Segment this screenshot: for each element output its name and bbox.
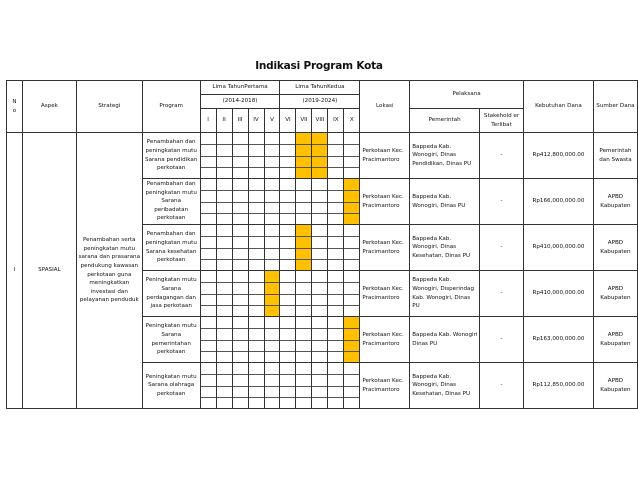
year-cell bbox=[248, 317, 264, 363]
pemerintah-cell: Bappeda Kab. Wonogiri Dinas PU bbox=[410, 317, 480, 363]
year-header: II bbox=[216, 109, 232, 133]
year-cell bbox=[296, 363, 312, 409]
year-cell bbox=[264, 363, 280, 409]
lokasi-cell: Perkotaan Kec. Pracimantoro bbox=[360, 133, 410, 179]
year-cell bbox=[232, 179, 248, 225]
year-cell bbox=[264, 271, 280, 317]
year-cell bbox=[280, 133, 296, 179]
year-cell bbox=[248, 179, 264, 225]
header-pelaksana: Pelaksana bbox=[410, 81, 524, 109]
header-pemerintah: Pemerintah bbox=[410, 109, 480, 133]
year-cell bbox=[328, 179, 344, 225]
year-cell bbox=[232, 317, 248, 363]
year-header: III bbox=[232, 109, 248, 133]
sumber-dana-cell: APBD Kabupaten bbox=[593, 271, 637, 317]
year-cell bbox=[328, 363, 344, 409]
header-program: Program bbox=[142, 81, 200, 133]
header-period1-title: Lima TahunPertama bbox=[200, 81, 280, 95]
year-cell bbox=[232, 225, 248, 271]
program-cell: Penambahan dan peningkatan mutu Sarana kesehatan perkotaan bbox=[142, 225, 200, 271]
year-cell bbox=[248, 225, 264, 271]
kebutuhan-dana-cell: Rp163,000,000.00 bbox=[524, 317, 594, 363]
header-strategi: Strategi bbox=[76, 81, 142, 133]
year-cell bbox=[248, 363, 264, 409]
year-cell bbox=[312, 225, 328, 271]
table-row bbox=[7, 133, 638, 179]
year-header: I bbox=[200, 109, 216, 133]
header-no: N o bbox=[7, 81, 23, 133]
header-period2-title: Lima TahunKedua bbox=[280, 81, 360, 95]
year-cell bbox=[200, 225, 216, 271]
year-header: IV bbox=[248, 109, 264, 133]
strategi-cell: Penambahan serta peningkatan mutu sarana dan prasarana pendukung kawasan perkotaan guna meningkatkan investasi dan pelayanan penduduk bbox=[76, 133, 142, 409]
aspek-cell: SPASIAL bbox=[22, 133, 76, 409]
stakeholder-cell: - bbox=[480, 133, 524, 179]
year-cell bbox=[280, 225, 296, 271]
lokasi-cell: Perkotaan Kec. Pracimantoro bbox=[360, 363, 410, 409]
kebutuhan-dana-cell: Rp412,800,000.00 bbox=[524, 133, 594, 179]
year-header: V bbox=[264, 109, 280, 133]
year-cell bbox=[200, 363, 216, 409]
year-cell bbox=[200, 179, 216, 225]
program-cell: Peningkatan mutu Sarana pemerintahan perkotaan bbox=[142, 317, 200, 363]
header-kebutuhan: Kebutuhan Dana bbox=[524, 81, 594, 133]
year-cell bbox=[296, 179, 312, 225]
year-cell bbox=[296, 225, 312, 271]
year-cell bbox=[216, 179, 232, 225]
program-cell: Peningkatan mutu Sarana perdagangan dan jasa perkotaan bbox=[142, 271, 200, 317]
year-cell bbox=[312, 317, 328, 363]
header-period1-years: (2014-2018) bbox=[200, 95, 280, 109]
year-cell bbox=[280, 363, 296, 409]
stakeholder-cell: - bbox=[480, 363, 524, 409]
pemerintah-cell: Bappeda Kab. Wonogiri, Dinas Kesehatan, Dinas PU bbox=[410, 225, 480, 271]
stakeholder-cell: - bbox=[480, 225, 524, 271]
year-cell bbox=[216, 363, 232, 409]
year-cell bbox=[248, 271, 264, 317]
header-aspek: Aspek bbox=[22, 81, 76, 133]
year-header: IX bbox=[328, 109, 344, 133]
year-cell bbox=[312, 363, 328, 409]
year-cell bbox=[344, 133, 360, 179]
year-cell bbox=[280, 271, 296, 317]
kebutuhan-dana-cell: Rp410,000,000.00 bbox=[524, 225, 594, 271]
year-cell bbox=[328, 133, 344, 179]
sumber-dana-cell: APBD Kabupaten bbox=[593, 317, 637, 363]
year-header: VI bbox=[280, 109, 296, 133]
pemerintah-cell: Bappeda Kab. Wonogiri, Disperindag Kab. Wonogiri, Dinas PU bbox=[410, 271, 480, 317]
year-cell bbox=[200, 271, 216, 317]
year-cell bbox=[296, 317, 312, 363]
year-cell bbox=[232, 363, 248, 409]
year-cell bbox=[264, 179, 280, 225]
sumber-dana-cell: Pemerintah dan Swasta bbox=[593, 133, 637, 179]
kebutuhan-dana-cell: Rp112,850,000.00 bbox=[524, 363, 594, 409]
year-cell bbox=[200, 317, 216, 363]
kebutuhan-dana-cell: Rp410,000,000.00 bbox=[524, 271, 594, 317]
sumber-dana-cell: APBD Kabupaten bbox=[593, 225, 637, 271]
year-cell bbox=[200, 133, 216, 179]
year-cell bbox=[344, 225, 360, 271]
year-cell bbox=[264, 133, 280, 179]
sumber-dana-cell: APBD Kabupaten bbox=[593, 363, 637, 409]
kebutuhan-dana-cell: Rp166,000,000.00 bbox=[524, 179, 594, 225]
header-period2-years: (2019-2024) bbox=[280, 95, 360, 109]
lokasi-cell: Perkotaan Kec. Pracimantoro bbox=[360, 179, 410, 225]
program-cell: Penambahan dan peningkatan mutu Sarana pendidikan perkotaan bbox=[142, 133, 200, 179]
year-cell bbox=[312, 133, 328, 179]
stakeholder-cell: - bbox=[480, 317, 524, 363]
year-cell bbox=[296, 133, 312, 179]
year-cell bbox=[216, 317, 232, 363]
program-cell: Peningkatan mutu Sarana olahraga perkotaan bbox=[142, 363, 200, 409]
page-title: Indikasi Program Kota bbox=[255, 60, 383, 72]
year-cell bbox=[280, 179, 296, 225]
stakeholder-cell: - bbox=[480, 271, 524, 317]
pemerintah-cell: Bappeda Kab. Wonogiri, Dinas PU bbox=[410, 179, 480, 225]
year-cell bbox=[232, 133, 248, 179]
year-cell bbox=[312, 179, 328, 225]
year-cell bbox=[344, 317, 360, 363]
year-cell bbox=[232, 271, 248, 317]
year-cell bbox=[328, 225, 344, 271]
year-cell bbox=[280, 317, 296, 363]
program-cell: Penambahan dan peningkatan mutu Sarana peribadatan perkotaan bbox=[142, 179, 200, 225]
year-cell bbox=[344, 363, 360, 409]
year-cell bbox=[216, 133, 232, 179]
header-sumber: Sumber Dana bbox=[593, 81, 637, 133]
row-number: I bbox=[7, 133, 23, 409]
year-cell bbox=[264, 317, 280, 363]
year-cell bbox=[264, 225, 280, 271]
lokasi-cell: Perkotaan Kec. Pracimantoro bbox=[360, 317, 410, 363]
pemerintah-cell: Bappeda Kab. Wonogiri, Dinas Kesehatan, Dinas PU bbox=[410, 363, 480, 409]
year-cell bbox=[344, 179, 360, 225]
year-cell bbox=[312, 271, 328, 317]
header-lokasi: Lokasi bbox=[360, 81, 410, 133]
year-cell bbox=[216, 225, 232, 271]
year-cell bbox=[248, 133, 264, 179]
stakeholder-cell: - bbox=[480, 179, 524, 225]
lokasi-cell: Perkotaan Kec. Pracimantoro bbox=[360, 225, 410, 271]
program-table bbox=[6, 80, 638, 409]
year-header: X bbox=[344, 109, 360, 133]
year-cell bbox=[216, 271, 232, 317]
header-stakeholder: Stakehold er Terlibat bbox=[480, 109, 524, 133]
year-cell bbox=[344, 271, 360, 317]
year-cell bbox=[328, 271, 344, 317]
year-header: VIII bbox=[312, 109, 328, 133]
year-header: VII bbox=[296, 109, 312, 133]
lokasi-cell: Perkotaan Kec. Pracimantoro bbox=[360, 271, 410, 317]
pemerintah-cell: Bappeda Kab. Wonogiri, Dinas Pendidikan, Dinas PU bbox=[410, 133, 480, 179]
year-cell bbox=[296, 271, 312, 317]
sumber-dana-cell: APBD Kabupaten bbox=[593, 179, 637, 225]
year-cell bbox=[328, 317, 344, 363]
